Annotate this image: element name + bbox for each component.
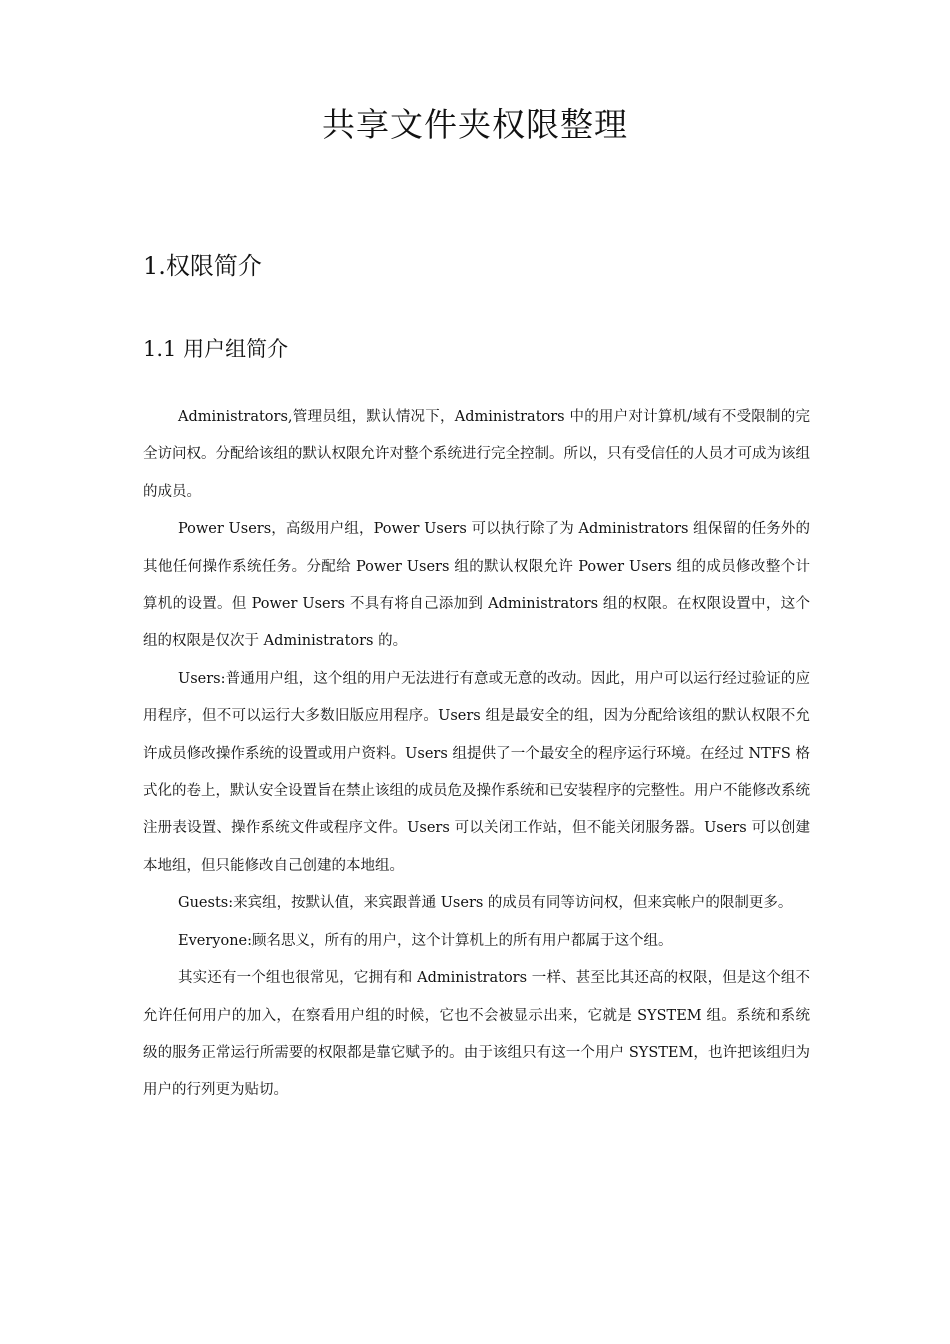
document-title: 共享文件夹权限整理 bbox=[322, 105, 628, 144]
body-text bbox=[143, 399, 810, 1110]
paragraph-guests: Guests:来宾组，按默认值，来宾跟普通 Users 的成员有同等访问权，但来宾帐户的限制更多。 bbox=[178, 895, 793, 912]
paragraph-power-users: Power Users，高级用户组，Power Users 可以执行除了为 Administrators 组保留的任务外的其他任何操作系统任务。分配给 Power Users 组的默认权限允许 Power Users 组的成员修改整个计算机的设置。但 Power Users 不具有将自己添加到 Administrators 组的权限。在权限设置中，这个组的权限是仅次于 Administrators 的。 bbox=[143, 521, 810, 650]
subsection-heading-1-1: 1.1 用户组简介 bbox=[143, 337, 289, 361]
paragraph-users: Users:普通用户组，这个组的用户无法进行有意或无意的改动。因此，用户可以运行经过验证的应用程序，但不可以运行大多数旧版应用程序。Users 组是最安全的组，因为分配给该组的默认权限不允许成员修改操作系统的设置或用户资料。Users 组提供了一个最安全的程序运行环境。在经过 NTFS 格式化的卷上，默认安全设置旨在禁止该组的成员危及操作系统和已安装程序的完整性。用户不能修改系统注册表设置、操作系统文件或程序文件。Users 可以关闭工作站，但不能关闭服务器。Users 可以创建本地组，但只能修改自己创建的本地组。 bbox=[143, 670, 810, 874]
paragraph-administrators: Administrators,管理员组，默认情况下，Administrators 中的用户对计算机/域有不受限制的完全访问权。分配给该组的默认权限允许对整个系统进行完全控制。所以，只有受信任的人员才可成为该组的成员。 bbox=[143, 409, 810, 500]
paragraph-everyone: Everyone:顾名思义，所有的用户，这个计算机上的所有用户都属于这个组。 bbox=[178, 932, 673, 949]
section-heading-1: 1.权限简介 bbox=[143, 252, 262, 280]
paragraph-system: 其实还有一个组也很常见，它拥有和 Administrators 一样、甚至比其还高的权限，但是这个组不允许任何用户的加入，在察看用户组的时候，它也不会被显示出来，它就是 SYSTEM 组。系统和系统级的服务正常运行所需要的权限都是靠它赋予的。由于该组只有这一个用户 SYSTEM，也许把该组归为用户的行列更为贴切。 bbox=[143, 970, 810, 1099]
